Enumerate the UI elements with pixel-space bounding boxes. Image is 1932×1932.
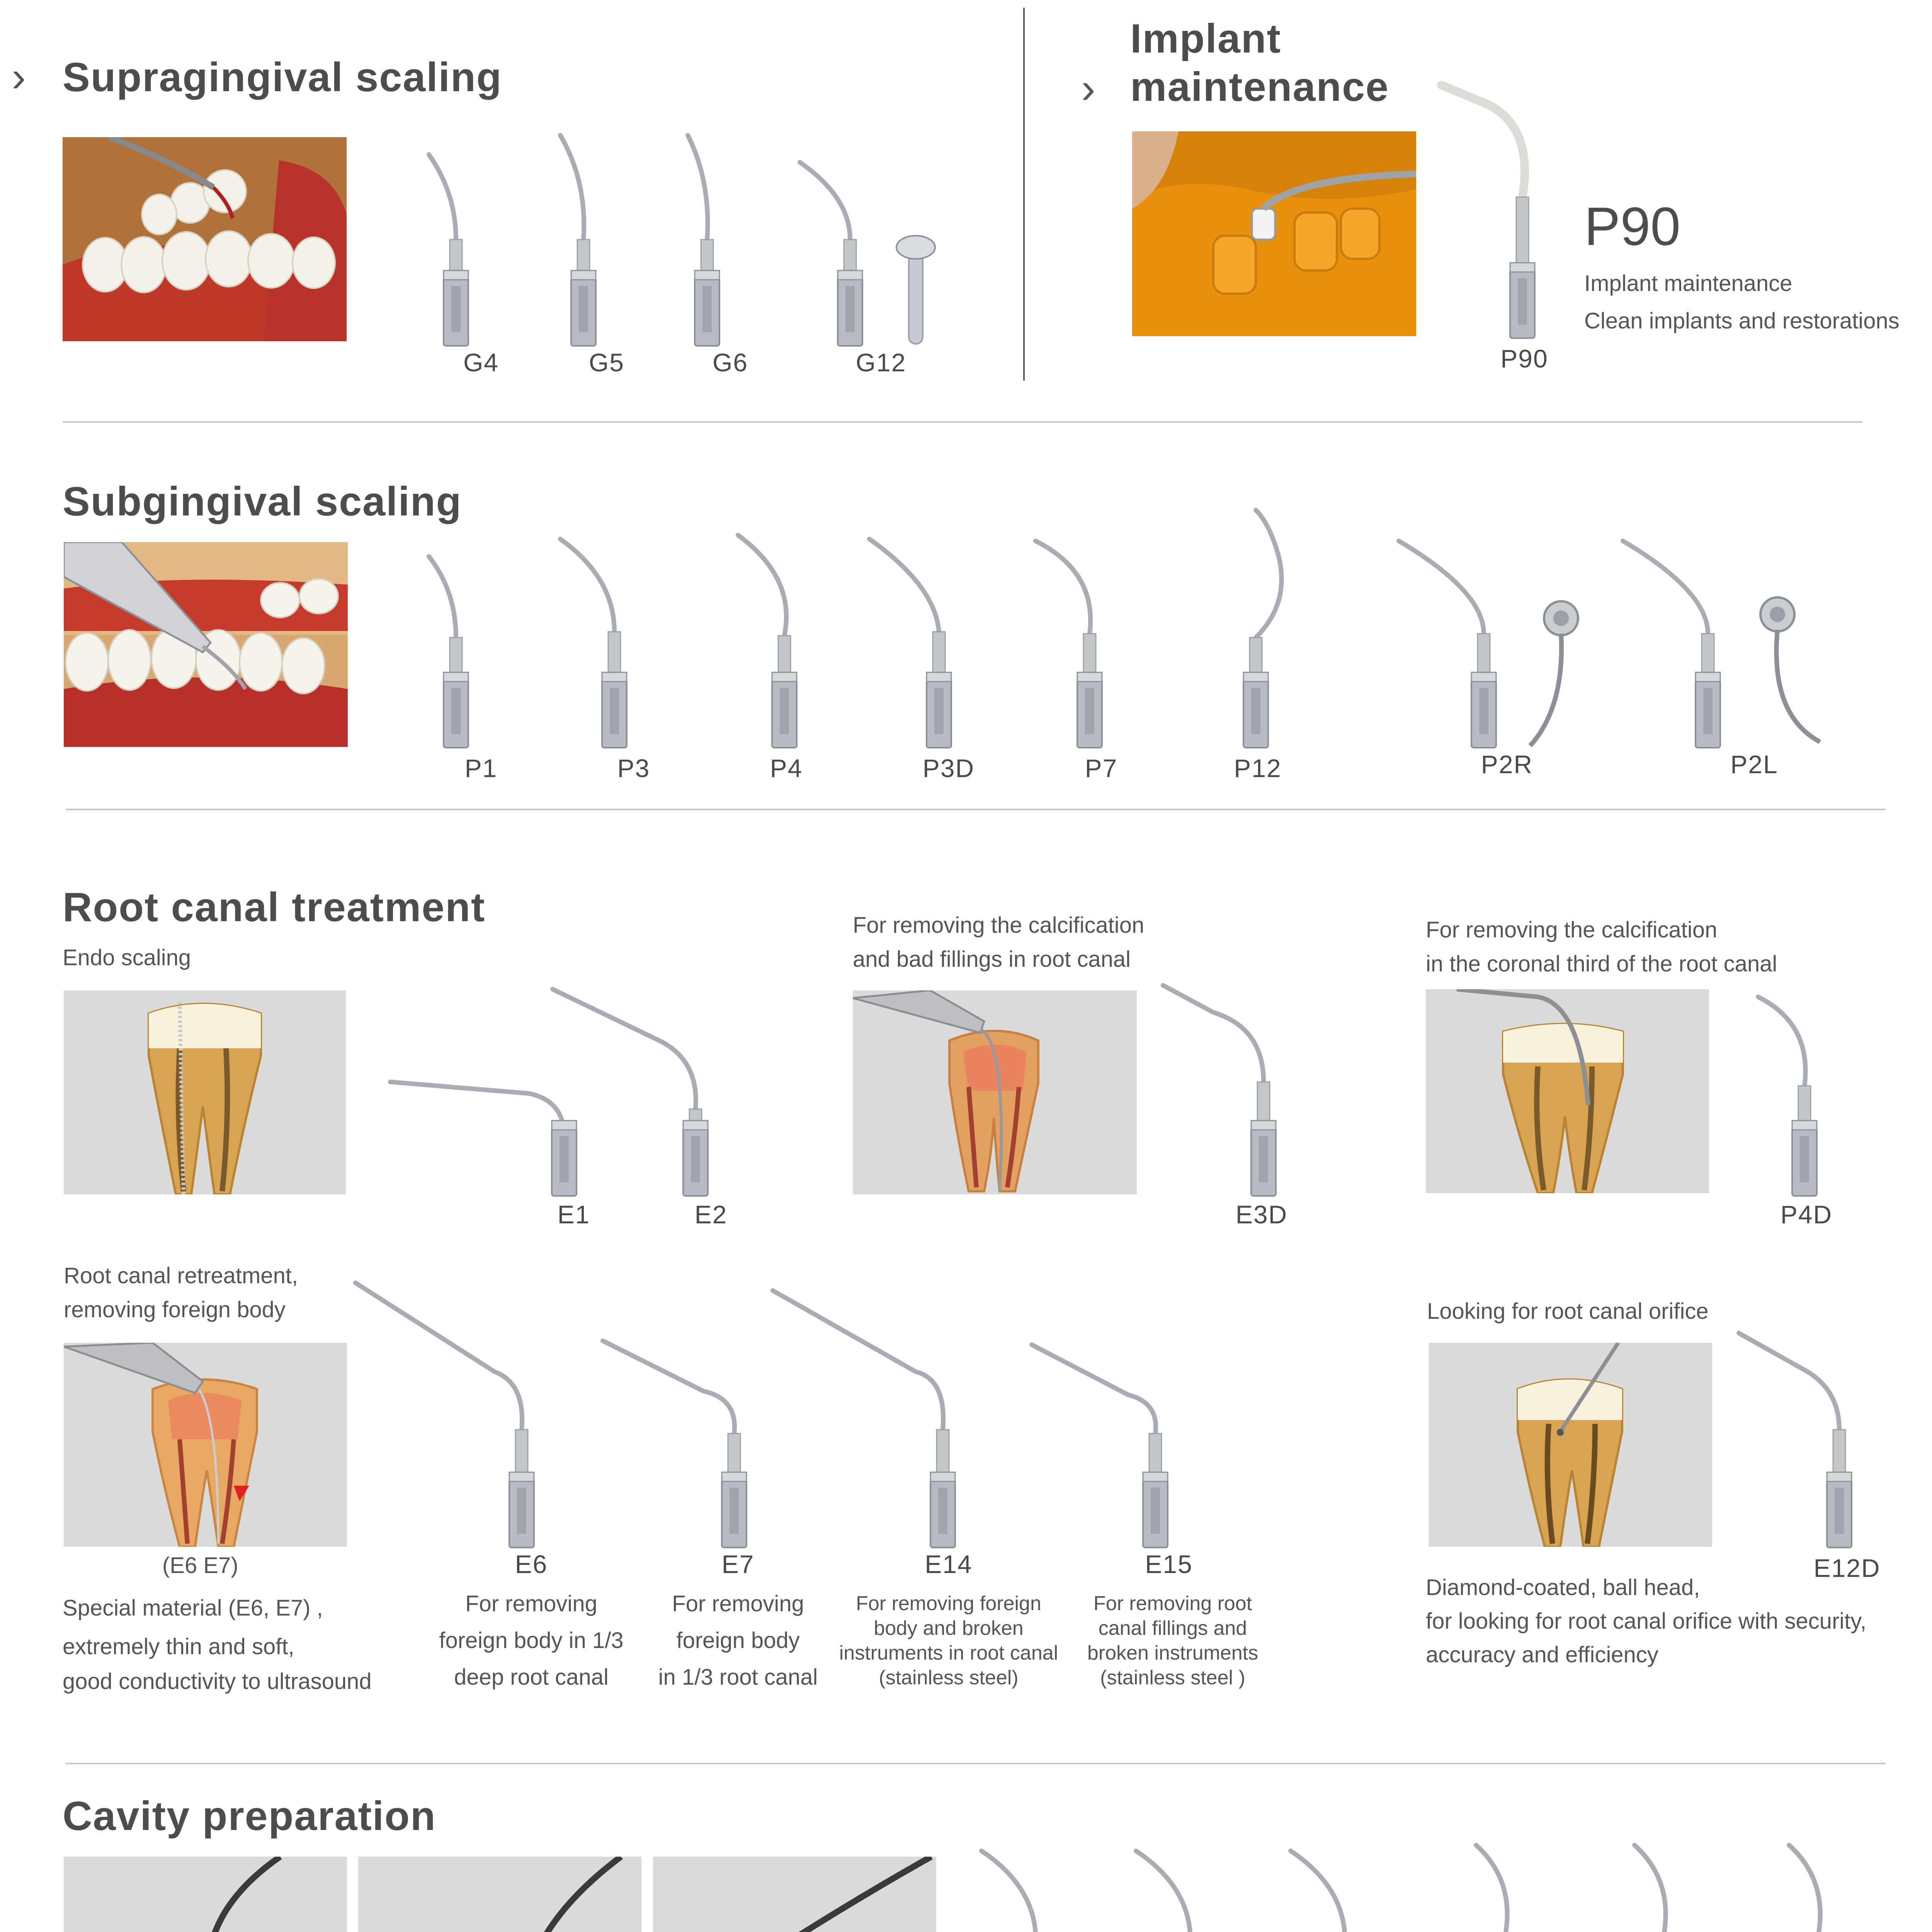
scaler-tip-g5-drawing xyxy=(553,131,614,348)
special-material-2: extremely thin and soft, xyxy=(63,1634,294,1659)
special-material-1: Special material (E6, E7) , xyxy=(63,1595,323,1621)
scaler-tip-sb2 xyxy=(1623,1837,1696,1932)
e7-desc-3: in 1/3 root canal xyxy=(658,1665,818,1690)
scaler-tip-p12-drawing xyxy=(1233,506,1302,750)
chevron-right-icon: › xyxy=(12,53,26,100)
scaler-tip-g4-drawing xyxy=(425,147,487,348)
scaler-tip-g31 xyxy=(1128,1843,1221,1932)
scaler-tip-sb3-drawing xyxy=(1777,1837,1851,1932)
e3d-note-2: and bad fillings in root canal xyxy=(853,947,1131,972)
scaler-tip-p3d xyxy=(862,531,970,750)
section-divider-vertical xyxy=(1023,8,1025,381)
retreatment-caption: (E6 E7) xyxy=(162,1553,238,1578)
e6-desc-1: For removing xyxy=(465,1591,597,1616)
tip-label-g12: G12 xyxy=(855,348,906,377)
scaler-tip-g12 xyxy=(792,155,869,348)
scaler-tip-sb3 xyxy=(1777,1837,1851,1932)
scaler-tip-p3d-drawing xyxy=(862,531,970,750)
scaler-tip-p7-drawing xyxy=(1028,529,1121,750)
scaler-tip-g12-drawing xyxy=(792,155,869,348)
tip-label-e12d: E12D xyxy=(1813,1554,1881,1582)
e6-desc-3: deep root canal xyxy=(454,1665,609,1690)
tip-label-p3: P3 xyxy=(617,754,650,782)
scaler-tip-p4 xyxy=(730,527,815,750)
endo-scaling-label: Endo scaling xyxy=(63,945,191,970)
implant-desc-2: Clean implants and restorations xyxy=(1584,308,1900,333)
tip-label-e3d: E3D xyxy=(1235,1200,1288,1229)
scaler-tip-p90-drawing xyxy=(1430,70,1553,340)
e7-desc-2: foreign body xyxy=(676,1628,800,1653)
scaler-tip-g31-drawing xyxy=(1128,1843,1221,1932)
scaler-tip-e15 xyxy=(1024,1337,1186,1549)
scaler-tip-g6 xyxy=(676,131,738,348)
scaler-tip-p2l xyxy=(1615,533,1731,750)
scaler-tip-e6 xyxy=(348,1275,556,1549)
scaler-tip-g30-drawing xyxy=(974,1843,1066,1932)
retreatment-note-1: Root canal retreatment, xyxy=(64,1263,298,1288)
e14-desc-4: (stainless steel) xyxy=(879,1667,1019,1689)
scaler-tip-e7 xyxy=(595,1333,765,1549)
scaler-tip-e3d-drawing xyxy=(1155,978,1294,1198)
e15-desc-2: canal fillings and xyxy=(1098,1617,1247,1639)
tip-label-e14: E14 xyxy=(925,1550,973,1578)
scaler-tip-g30 xyxy=(974,1843,1066,1932)
tip-label-e1: E1 xyxy=(557,1200,590,1229)
endo-scaling-photo xyxy=(64,990,346,1194)
retreatment-note-2: removing foreign body xyxy=(64,1297,286,1322)
e14-desc-3: instruments in root canal xyxy=(839,1642,1058,1664)
scaler-tip-e6-drawing xyxy=(348,1275,556,1549)
scaler-tip-e14 xyxy=(765,1283,974,1549)
cavity-photo-g30 xyxy=(64,1857,347,1932)
scaler-tip-g4 xyxy=(425,147,487,348)
implant-photo xyxy=(1132,131,1416,336)
e6-desc-2: foreign body in 1/3 xyxy=(439,1628,624,1653)
p4d-note-2: in the coronal third of the root canal xyxy=(1426,951,1777,976)
scaler-tip-e2 xyxy=(545,981,730,1198)
section-title-implant-line1: Implant xyxy=(1130,16,1281,61)
section-title-implant-line2: maintenance xyxy=(1130,64,1389,110)
orifice-photo xyxy=(1429,1343,1712,1547)
scaler-tip-p90 xyxy=(1430,70,1553,340)
tip-label-e2: E2 xyxy=(694,1200,728,1229)
scaler-tip-g32-drawing xyxy=(1283,1843,1376,1932)
section-divider xyxy=(66,809,1886,810)
scaler-tip-p2r-drawing xyxy=(1391,533,1507,750)
orifice-note: Looking for root canal orifice xyxy=(1427,1299,1709,1324)
retreatment-photo xyxy=(64,1343,347,1547)
tip-label-p2l: P2L xyxy=(1730,750,1778,779)
supragingival-photo xyxy=(63,137,347,341)
tip-label-e7: E7 xyxy=(721,1550,755,1578)
scaler-tip-g32 xyxy=(1283,1843,1376,1932)
section-title-cavity: Cavity preparation xyxy=(63,1793,436,1839)
tip-label-p4d: P4D xyxy=(1780,1200,1833,1229)
tip-label-p90: P90 xyxy=(1500,344,1548,373)
p2l-hook-detail xyxy=(1747,591,1824,746)
scaler-tip-p4d xyxy=(1747,981,1839,1198)
scaler-tip-g5 xyxy=(553,131,614,348)
p2r-hook-detail xyxy=(1522,599,1584,750)
tip-label-p2r: P2R xyxy=(1481,750,1533,779)
e15-desc-4: (stainless steel ) xyxy=(1100,1667,1245,1689)
scaler-tip-e14-drawing xyxy=(765,1283,974,1549)
scaler-tip-e12d-drawing xyxy=(1731,1325,1870,1549)
tip-label-p4: P4 xyxy=(770,754,803,782)
tip-label-g5: G5 xyxy=(588,348,625,377)
e3d-photo xyxy=(853,990,1137,1194)
scaler-tip-p2r xyxy=(1391,533,1507,750)
scaler-tip-p3 xyxy=(553,531,645,750)
scaler-tip-e12d xyxy=(1731,1325,1870,1549)
scaler-tip-p7 xyxy=(1028,529,1121,750)
tip-label-e15: E15 xyxy=(1145,1550,1193,1578)
scaler-tip-g6-drawing xyxy=(676,131,738,348)
cavity-photo-g32 xyxy=(653,1857,936,1932)
section-divider xyxy=(63,421,1862,423)
scaler-tip-p12 xyxy=(1233,506,1302,750)
e3d-note-1: For removing the calcification xyxy=(853,913,1145,938)
e7-desc-1: For removing xyxy=(672,1591,804,1616)
tip-label-e6: E6 xyxy=(515,1550,548,1578)
scaler-tip-p1 xyxy=(425,549,487,750)
scaler-tip-p3-drawing xyxy=(553,531,645,750)
section-title-supragingival: Supragingival scaling xyxy=(63,54,502,100)
scaler-tip-e7-drawing xyxy=(595,1333,765,1549)
e14-desc-2: body and broken xyxy=(874,1617,1024,1639)
p4d-photo xyxy=(1426,989,1709,1193)
scaler-tip-sb1-drawing xyxy=(1464,1837,1538,1932)
scaler-tip-p2l-drawing xyxy=(1615,533,1731,750)
scaler-tip-e2-drawing xyxy=(545,981,730,1198)
scaler-tip-p1-drawing xyxy=(425,549,487,750)
implant-model-name: P90 xyxy=(1584,196,1681,257)
p4d-note-1: For removing the calcification xyxy=(1426,917,1718,942)
e14-desc-1: For removing foreign xyxy=(856,1592,1041,1615)
scaler-tip-p4d-drawing xyxy=(1747,981,1839,1198)
diamond-note-3: accuracy and efficiency xyxy=(1426,1642,1658,1667)
tip-label-p3d: P3D xyxy=(922,754,975,782)
cavity-photo-g31 xyxy=(358,1857,641,1932)
tip-label-g4: G4 xyxy=(463,348,499,377)
tip-label-p1: P1 xyxy=(464,754,498,782)
section-title-root-canal: Root canal treatment xyxy=(63,884,486,930)
subgingival-photo xyxy=(64,542,348,747)
diamond-note-1: Diamond-coated, ball head, xyxy=(1426,1575,1700,1600)
implant-desc-1: Implant maintenance xyxy=(1584,271,1793,296)
e15-desc-1: For removing root xyxy=(1093,1592,1252,1615)
scaler-tip-p4-drawing xyxy=(730,527,815,750)
e15-desc-3: broken instruments xyxy=(1087,1642,1259,1664)
scaler-tip-e15-drawing xyxy=(1024,1337,1186,1549)
section-title-subgingival: Subgingival scaling xyxy=(63,479,462,524)
scaler-tip-sb2-drawing xyxy=(1623,1837,1696,1932)
scaler-tip-e3d xyxy=(1155,978,1294,1198)
diamond-note-2: for looking for root canal orifice with security, xyxy=(1426,1609,1867,1634)
section-divider xyxy=(66,1763,1886,1764)
g12-blade-detail xyxy=(893,224,939,348)
special-material-3: good conductivity to ultrasound xyxy=(63,1669,372,1694)
chevron-right-icon: › xyxy=(1081,65,1095,112)
tip-label-g6: G6 xyxy=(712,348,748,377)
tip-label-p7: P7 xyxy=(1085,754,1118,782)
scaler-tip-sb1 xyxy=(1464,1837,1538,1932)
tip-label-p12: P12 xyxy=(1234,754,1282,782)
